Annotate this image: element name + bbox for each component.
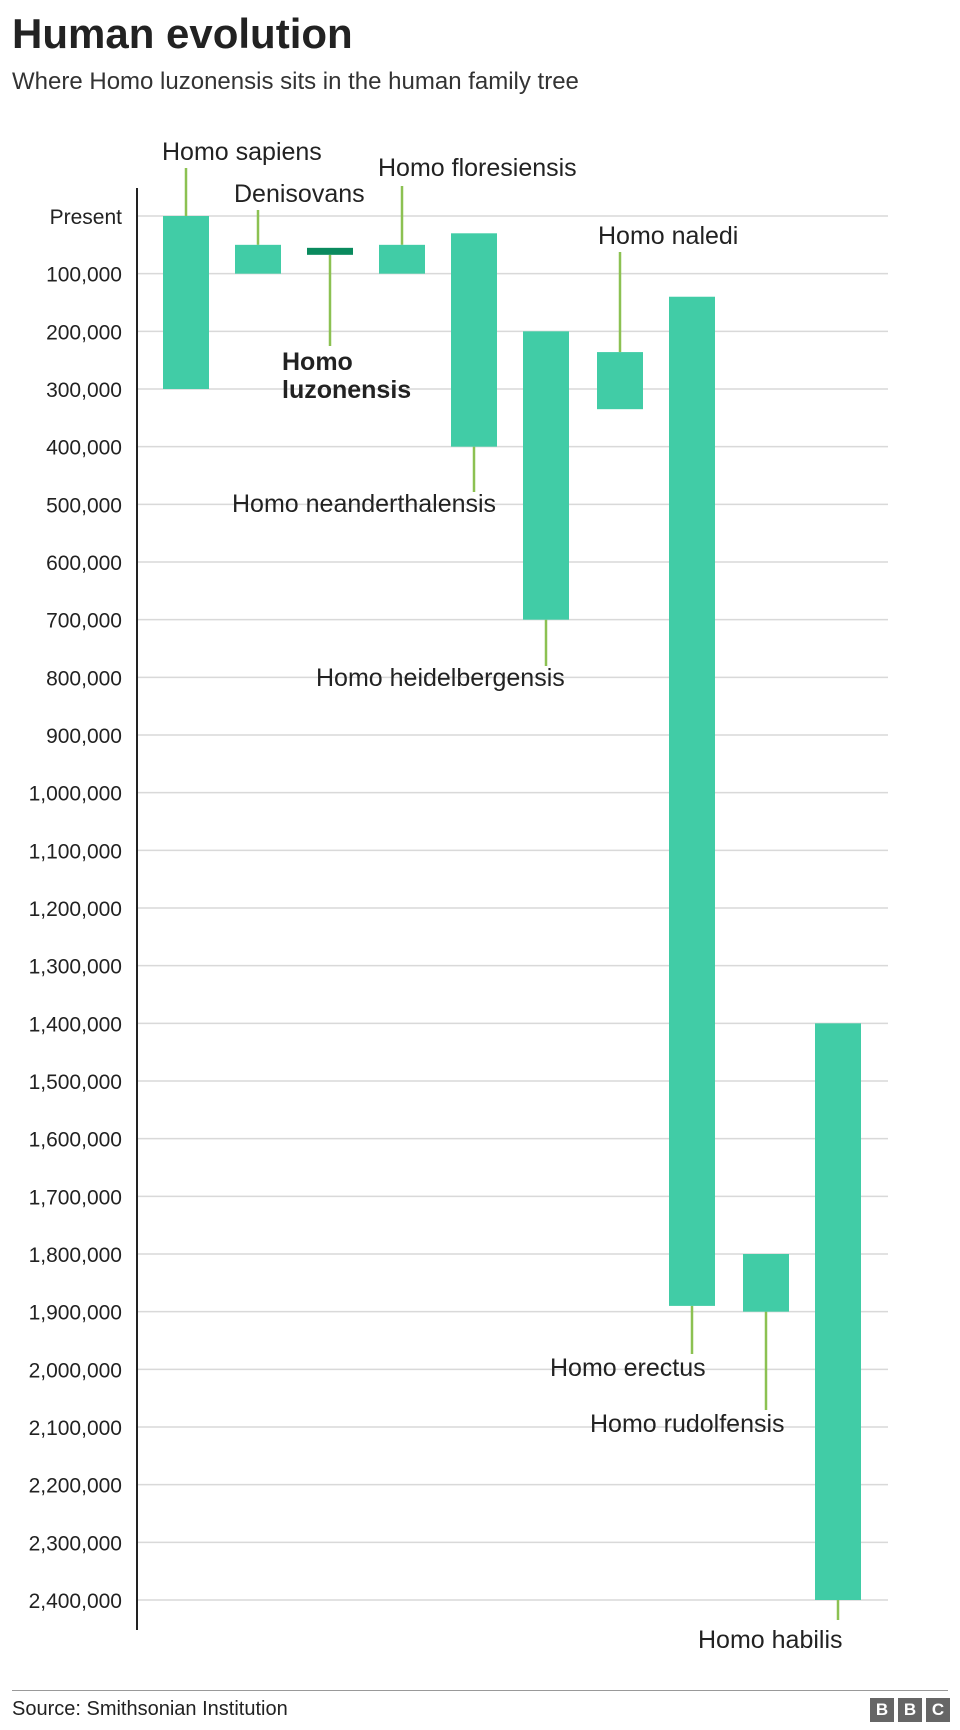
label-homo-sapiens: Homo sapiens — [162, 138, 322, 166]
y-tick-label: 500,000 — [46, 494, 122, 518]
bbc-logo-letter: B — [870, 1698, 894, 1722]
grid-lines — [137, 216, 888, 1600]
footer-divider — [12, 1690, 948, 1691]
y-tick-label: 1,000,000 — [28, 782, 122, 806]
bar-homo-heidelbergensis — [523, 331, 569, 619]
label-homo-floresiensis: Homo floresiensis — [378, 154, 577, 182]
y-tick-label: 1,500,000 — [28, 1071, 122, 1094]
y-tick-label: 700,000 — [46, 609, 122, 633]
y-tick-label: Present — [49, 206, 122, 229]
y-tick-label: 2,300,000 — [28, 1532, 122, 1556]
y-tick-label: 1,600,000 — [28, 1128, 122, 1152]
label-homo-luzonensis: Homo luzonensis — [282, 348, 412, 404]
bar-denisovans — [235, 245, 281, 274]
bar-homo-rudolfensis — [743, 1254, 789, 1312]
bbc-logo-letter: C — [926, 1698, 950, 1722]
y-tick-label: 400,000 — [46, 436, 122, 460]
y-tick-label: 1,300,000 — [28, 955, 122, 979]
bar-homo-luzonensis — [307, 248, 353, 255]
label-homo-habilis: Homo habilis — [698, 1626, 843, 1654]
page-title: Human evolution — [12, 10, 353, 57]
y-tick-label: 1,200,000 — [28, 898, 122, 921]
bbc-logo-letter: B — [898, 1698, 922, 1722]
bar-homo-neanderthalensis — [451, 233, 497, 446]
bbc-logo — [870, 1698, 950, 1722]
y-tick-label: 2,100,000 — [28, 1417, 122, 1440]
y-tick-label: 1,400,000 — [28, 1013, 122, 1037]
source-note: Source: Smithsonian Institution — [12, 1698, 288, 1720]
label-homo-neanderthalensis: Homo neanderthalensis — [232, 490, 497, 518]
label-homo-rudolfensis: Homo rudolfensis — [590, 1410, 785, 1438]
bar-homo-naledi — [597, 352, 643, 409]
page-subtitle: Where Homo luzonensis sits in the human family tree — [12, 68, 579, 95]
bar-homo-erectus — [669, 297, 715, 1306]
bar-homo-floresiensis — [379, 245, 425, 274]
label-denisovans: Denisovans — [234, 180, 365, 208]
y-tick-label: 2,400,000 — [28, 1590, 122, 1613]
y-tick-label: 600,000 — [46, 552, 122, 575]
y-tick-label: 100,000 — [46, 263, 122, 287]
bar-homo-sapiens — [163, 216, 209, 389]
y-tick-label: 1,700,000 — [28, 1186, 122, 1210]
bar-homo-habilis — [815, 1023, 861, 1600]
y-tick-label: 800,000 — [46, 667, 122, 691]
label-homo-heidelbergensis: Homo heidelbergensis — [316, 664, 565, 692]
y-tick-label: 1,900,000 — [28, 1301, 122, 1325]
y-tick-label: 200,000 — [46, 321, 122, 345]
label-homo-naledi: Homo naledi — [598, 222, 739, 250]
y-tick-label: 300,000 — [46, 379, 122, 402]
y-tick-label: 1,800,000 — [28, 1244, 122, 1267]
y-axis-ticks — [29, 206, 123, 1613]
y-tick-label: 2,200,000 — [28, 1474, 122, 1498]
y-tick-label: 2,000,000 — [28, 1359, 122, 1383]
label-homo-erectus: Homo erectus — [550, 1354, 706, 1382]
y-tick-label: 1,100,000 — [28, 840, 122, 864]
y-tick-label: 900,000 — [46, 725, 122, 748]
